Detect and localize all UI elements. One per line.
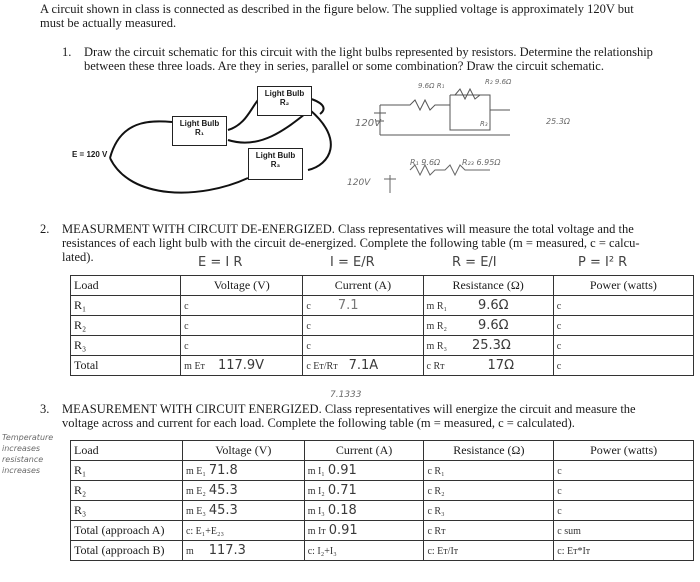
intro-line-2: must be actually measured. [40, 16, 177, 30]
power-cell[interactable] [553, 296, 693, 316]
cell-value: 9.6Ω [477, 318, 509, 333]
resistance-cell[interactable] [424, 521, 554, 541]
header-load: Load [71, 441, 183, 461]
cell-prefix: c [184, 341, 189, 352]
resistance-cell[interactable] [423, 356, 553, 376]
sketch-r3: R₃ [480, 120, 488, 128]
load-cell: R₁ [71, 461, 183, 481]
load-cell: R₂ [71, 481, 183, 501]
cell-prefix: c: Eᴛ*Iᴛ [557, 546, 591, 557]
current-cell[interactable] [304, 461, 424, 481]
cell-prefix: m R₃ [426, 341, 447, 352]
below-table-note: 7.1333 [330, 390, 362, 400]
q2-number: 2. [40, 222, 50, 236]
light-bulb-r3 [248, 148, 303, 180]
cell-value: 0.71 [327, 483, 357, 498]
sketch-voltage-2: 120V [347, 178, 371, 188]
cell-prefix: c [557, 466, 562, 477]
power-cell[interactable] [553, 316, 693, 336]
q3-line-1: MEASUREMENT WITH CIRCUIT ENERGIZED. Class representatives will energize the circuit and measure the [62, 402, 636, 416]
cell-prefix: c: I₂+I₃ [307, 546, 337, 557]
table-row [71, 296, 694, 316]
resistance-cell[interactable] [424, 481, 554, 501]
load-cell: Total (approach B) [71, 541, 183, 561]
cell-value: 7.1A [348, 358, 379, 373]
cell-prefix: c [184, 301, 189, 312]
voltage-cell[interactable] [182, 541, 304, 561]
cell-prefix: c [557, 506, 562, 517]
cell-value: 117.9V [217, 358, 265, 373]
bulb-r2-symbol: R₂ [279, 98, 290, 107]
q3-line-2: voltage across and current for each load. Complete the following table (m = measured, c = calculated). [62, 416, 575, 430]
cell-prefix: c R₂ [427, 486, 445, 497]
load-cell: R₃ [71, 336, 181, 356]
header-resistance: Resistance (Ω) [424, 441, 554, 461]
sketch-r3-value: 25.3Ω [546, 117, 570, 126]
cell-value: 0.91 [327, 463, 357, 478]
load-cell: Total (approach A) [71, 521, 183, 541]
header-power: Power (watts) [554, 441, 694, 461]
q2-line-3: lated). [62, 250, 94, 264]
table-row-total-a [71, 521, 694, 541]
current-cell[interactable] [304, 521, 424, 541]
voltage-cell[interactable] [181, 296, 303, 316]
cell-value: 0.18 [327, 503, 357, 518]
cell-prefix: m E₁ [185, 466, 206, 477]
cell-prefix: m E₃ [185, 506, 206, 517]
cell-prefix: m R₂ [426, 321, 447, 332]
cell-prefix: c [556, 361, 562, 372]
power-cell[interactable] [554, 541, 694, 561]
handwritten-schematic [350, 75, 590, 195]
cell-prefix: m R₁ [426, 301, 447, 312]
cell-prefix: c [306, 341, 311, 352]
header-voltage: Voltage (V) [181, 276, 303, 296]
cell-prefix: c R₁ [427, 466, 445, 477]
resistance-cell[interactable] [424, 541, 554, 561]
cell-value: 17Ω [487, 358, 515, 373]
q1-line-2: between these three loads. Are they in series, parallel or some combination? Draw the circuit schematic. [84, 59, 604, 73]
cell-prefix: c: E₁+E₂₃ [185, 526, 224, 537]
cell-value: 45.3 [208, 503, 238, 518]
current-cell[interactable] [304, 541, 424, 561]
bulb-r2-name: Light Bulb [264, 89, 305, 98]
current-cell[interactable] [303, 336, 423, 356]
cell-value: 71.8 [208, 463, 238, 478]
load-cell: R₁ [71, 296, 181, 316]
voltage-cell[interactable] [181, 336, 303, 356]
light-bulb-r1 [172, 116, 227, 146]
table-row [71, 481, 694, 501]
cell-value: 117.3 [208, 543, 246, 558]
cell-prefix: c [556, 341, 562, 352]
table-row-total-b [71, 541, 694, 561]
table-de-energized [70, 275, 694, 376]
power-cell[interactable] [554, 481, 694, 501]
cell-prefix: m Iᴛ [307, 526, 326, 537]
cell-prefix: m I₂ [307, 486, 325, 497]
table-row [71, 501, 694, 521]
header-current: Current (A) [303, 276, 423, 296]
cell-prefix: c: Eᴛ/Iᴛ [427, 546, 459, 557]
voltage-cell[interactable] [182, 461, 304, 481]
current-cell[interactable] [303, 296, 423, 316]
formula-resistance: R = E/I [452, 255, 497, 270]
voltage-cell[interactable] [182, 481, 304, 501]
sketch-eq-r1: R₁ 9.6Ω [410, 158, 441, 167]
bulb-r3-name: Light Bulb [255, 151, 296, 160]
margin-note: Temperature increases resistance increases [2, 433, 54, 475]
resistance-cell[interactable] [423, 296, 553, 316]
cell-prefix: m E₂ [185, 486, 206, 497]
formula-current: I = E/R [330, 255, 375, 270]
table-row [71, 461, 694, 481]
power-cell[interactable] [554, 501, 694, 521]
resistance-cell[interactable] [423, 316, 553, 336]
current-cell[interactable] [303, 316, 423, 336]
voltage-cell[interactable] [182, 521, 304, 541]
q1-line-1: Draw the circuit schematic for this circuit with the light bulbs represented by resistors. Determine the relationship [84, 45, 653, 59]
q1-number: 1. [62, 45, 72, 59]
cell-value: 9.6Ω [477, 298, 509, 313]
load-cell: R₂ [71, 316, 181, 336]
cell-prefix: c [556, 301, 562, 312]
cell-value: 25.3Ω [471, 338, 511, 353]
q3-number: 3. [40, 402, 50, 416]
header-current: Current (A) [304, 441, 424, 461]
header-load: Load [71, 276, 181, 296]
power-cell[interactable] [553, 356, 693, 376]
cell-prefix: m [185, 546, 194, 557]
table-row [71, 336, 694, 356]
table-row-total [71, 356, 694, 376]
source-label: E = 120 V [72, 150, 108, 159]
cell-prefix: m Eᴛ [184, 361, 205, 372]
formula-power: P = I² R [578, 255, 628, 270]
power-cell[interactable] [554, 461, 694, 481]
cell-prefix: c Rᴛ [426, 361, 445, 372]
sketch-r1: 9.6Ω R₁ [418, 82, 445, 90]
bulb-r1-symbol: R₁ [194, 128, 205, 137]
header-resistance: Resistance (Ω) [423, 276, 553, 296]
load-cell: Total [71, 356, 181, 376]
q2-line-2: resistances of each light bulb with the circuit de-energized. Complete the following table (m = measured, c = calcu- [62, 236, 640, 250]
formula-ohms-law: E = I R [198, 255, 243, 270]
cell-prefix: c [306, 321, 311, 332]
sketch-r2: R₂ 9.6Ω [485, 78, 512, 86]
cell-value: 0.91 [328, 523, 358, 538]
current-cell[interactable] [304, 501, 424, 521]
cell-prefix: c R₃ [427, 506, 445, 517]
table-row [71, 316, 694, 336]
cell-prefix: m I₁ [307, 466, 325, 477]
voltage-cell[interactable] [182, 501, 304, 521]
cell-prefix: c [184, 321, 189, 332]
resistance-cell[interactable] [424, 501, 554, 521]
cell-prefix: c sum [557, 526, 581, 537]
bulb-r3-symbol: R₃ [270, 160, 281, 169]
bulb-r1-name: Light Bulb [179, 119, 220, 128]
table-header-row [71, 441, 694, 461]
voltage-cell[interactable] [181, 356, 303, 376]
voltage-cell[interactable] [181, 316, 303, 336]
header-voltage: Voltage (V) [182, 441, 304, 461]
cell-prefix: m I₃ [307, 506, 325, 517]
header-power: Power (watts) [553, 276, 693, 296]
power-cell[interactable] [554, 521, 694, 541]
resistance-cell[interactable] [424, 461, 554, 481]
power-cell[interactable] [553, 336, 693, 356]
cell-prefix: c [556, 321, 562, 332]
q2-line-1: MEASURMENT WITH CIRCUIT DE-ENERGIZED. Class representatives will measure the total voltage and the [62, 222, 634, 236]
resistance-cell[interactable] [423, 336, 553, 356]
current-cell[interactable] [304, 481, 424, 501]
table-energized [70, 440, 694, 561]
light-bulb-r2 [257, 86, 312, 116]
sketch-eq-r23: R₂₃ 6.95Ω [462, 158, 501, 167]
sketch-voltage-1: 120V [355, 118, 381, 129]
cell-prefix: c [557, 486, 562, 497]
cell-prefix: c Eᴛ/Rᴛ [306, 361, 338, 372]
current-cell[interactable] [303, 356, 423, 376]
cell-value: 45.3 [208, 483, 238, 498]
table-header-row [71, 276, 694, 296]
cell-prefix: c Rᴛ [427, 526, 446, 537]
cell-value: 7.1 [337, 298, 359, 313]
cell-prefix: c [306, 301, 311, 312]
intro-line-1: A circuit shown in class is connected as described in the figure below. The supplied voltage is approximately 120V but [40, 2, 634, 16]
load-cell: R₃ [71, 501, 183, 521]
